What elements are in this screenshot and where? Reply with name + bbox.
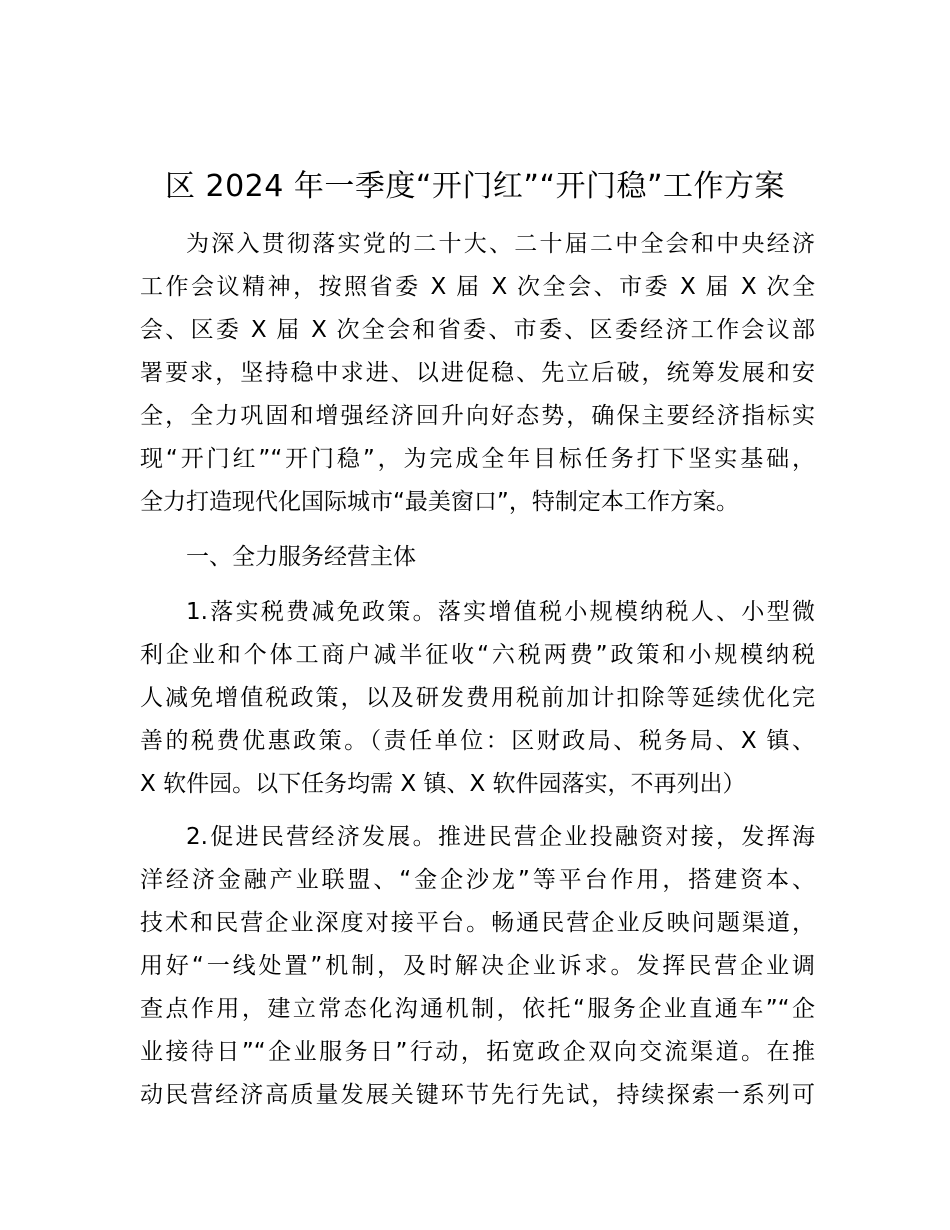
paragraph-line: 人减免增值税政策，以及研发费用税前加计扣除等延续优化完 bbox=[140, 685, 815, 711]
paragraph-line: X 软件园。以下任务均需 X 镇、X 软件园落实，不再列出） bbox=[140, 771, 746, 797]
paragraph-line: 现“开门红”“开门稳”，为完成全年目标任务打下坚实基础， bbox=[140, 446, 815, 472]
paragraph-line: 善的税费优惠政策。（责任单位：区财政局、税务局、X 镇、 bbox=[140, 728, 815, 754]
paragraph-line: 1.落实税费减免政策。落实增值税小规模纳税人、小型微 bbox=[186, 599, 815, 625]
paragraph-line: 业接待日”“企业服务日”行动，拓宽政企双向交流渠道。在推 bbox=[140, 1039, 815, 1065]
paragraph-line: 利企业和个体工商户减半征收“六税两费”政策和小规模纳税 bbox=[140, 642, 815, 668]
paragraph-line: 署要求，坚持稳中求进、以进促稳、先立后破，统筹发展和安 bbox=[140, 360, 815, 386]
paragraph-line: 用好“一线处置”机制，及时解决企业诉求。发挥民营企业调 bbox=[140, 953, 815, 979]
paragraph-line: 工作会议精神，按照省委 X 届 X 次全会、市委 X 届 X 次全 bbox=[140, 274, 815, 300]
paragraph-line: 查点作用，建立常态化沟通机制，依托“服务企业直通车”“企 bbox=[140, 996, 815, 1022]
section-heading: 一、全力服务经营主体 bbox=[186, 544, 416, 570]
paragraph-line: 2.促进民营经济发展。推进民营企业投融资对接，发挥海 bbox=[186, 824, 815, 850]
paragraph-line: 全力打造现代化国际城市“最美窗口”，特制定本工作方案。 bbox=[140, 489, 739, 515]
paragraph-line: 为深入贯彻落实党的二十大、二十届二中全会和中央经济 bbox=[186, 231, 815, 257]
paragraph-line: 动民营经济高质量发展关键环节先行先试，持续探索一系列可 bbox=[140, 1082, 815, 1108]
paragraph-line: 会、区委 X 届 X 次全会和省委、市委、区委经济工作会议部 bbox=[140, 317, 815, 343]
paragraph-line: 全，全力巩固和增强经济回升向好态势，确保主要经济指标实 bbox=[140, 403, 815, 429]
paragraph-line: 技术和民营企业深度对接平台。畅通民营企业反映问题渠道， bbox=[140, 910, 815, 936]
paragraph-line: 洋经济金融产业联盟、“金企沙龙”等平台作用，搭建资本、 bbox=[140, 867, 815, 893]
document-title: 区 2024 年一季度“开门红”“开门稳”工作方案 bbox=[164, 169, 786, 204]
